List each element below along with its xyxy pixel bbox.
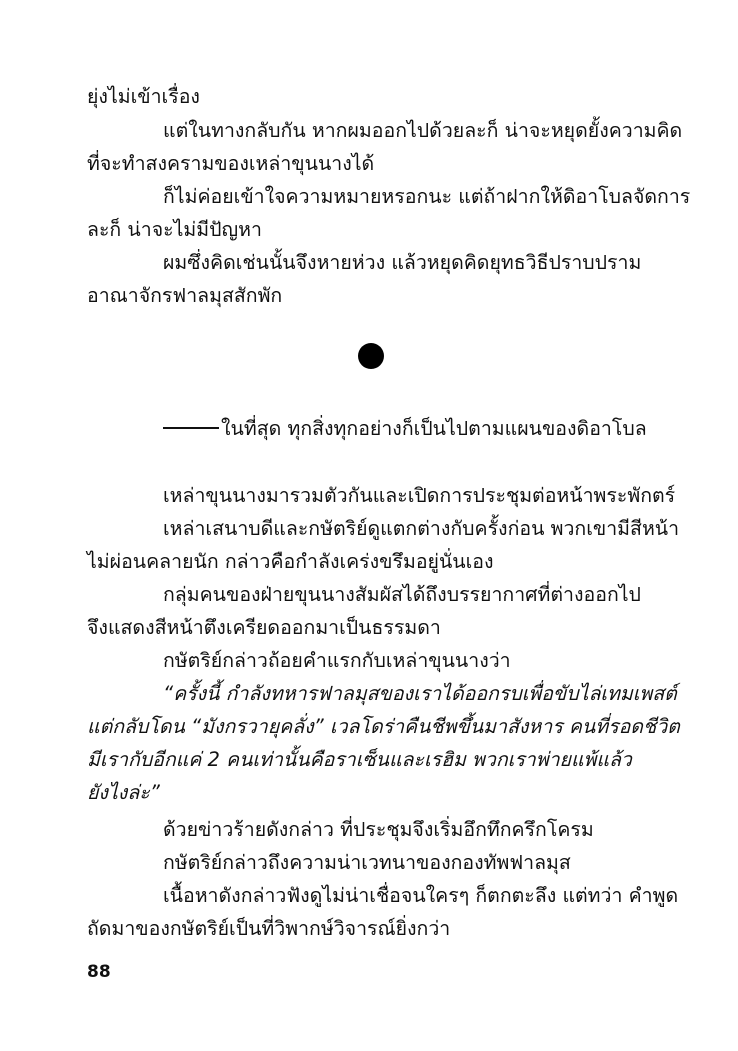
em-dash-rule [163, 427, 219, 429]
text-line: ก็ไม่ค่อยเข้าใจความหมายหรอกนะ แต่ถ้าฝากให้ดิอาโบลจัดการ [163, 185, 691, 208]
text-line: ผมซึ่งคิดเช่นนั้นจึงหายห่วง แล้วหยุดคิดยุทธวิธีปราบปราม [163, 251, 642, 274]
text-line: ไม่ผ่อนคลายนัก กล่าวคือกำลังเคร่งขรึมอยู่นั่นเอง [87, 550, 494, 573]
quote-line: แต่กลับโดน “มังกรวายุคลั่ง” เวลโดร่าคืนชีพขึ้นมาสังหาร คนที่รอดชีวิต [87, 715, 680, 738]
text-line: ยุ่งไม่เข้าเรื่อง [87, 85, 200, 108]
quote-line: “ครั้งนี้ กำลังทหารฟาลมุสของเราได้ออกรบเพื่อขับไล่เทมเพสต์ [163, 682, 677, 705]
text-line: เหล่าขุนนางมารวมตัวกันและเปิดการประชุมต่อหน้าพระพักตร์ [163, 484, 676, 507]
text-line: แต่ในทางกลับกัน หากผมออกไปด้วยละก็ น่าจะหยุดยั้งความคิด [163, 119, 683, 142]
text-line: ถัดมาของกษัตริย์เป็นที่วิพากษ์วิจารณ์ยิ่งกว่า [87, 917, 451, 940]
text-line: กลุ่มคนของฝ่ายขุนนางสัมผัสได้ถึงบรรยากาศที่ต่างออกไป [163, 583, 641, 606]
text-line: อาณาจักรฟาลมุสสักพัก [87, 284, 283, 307]
quote-line: ยังไงล่ะ” [87, 781, 160, 804]
text-line: กษัตริย์กล่าวถ้อยคำแรกกับเหล่าขุนนางว่า [163, 649, 511, 672]
text-line: จึงแสดงสีหน้าตึงเครียดออกมาเป็นธรรมดา [87, 616, 441, 639]
text-line: เหล่าเสนาบดีและกษัตริย์ดูแตกต่างกับครั้งก่อน พวกเขามีสีหน้า [163, 517, 680, 540]
text-line: ด้วยข่าวร้ายดังกล่าว ที่ประชุมจึงเริ่มอึกทึกครึกโครม [163, 818, 594, 841]
text-line: ละก็ น่าจะไม่มีปัญหา [87, 218, 262, 241]
section-heading-text: ในที่สุด ทุกสิ่งทุกอย่างก็เป็นไปตามแผนของดิอาโบล [221, 417, 647, 440]
text-line: กษัตริย์กล่าวถึงความน่าเวทนาของกองทัพฟาลมุส [163, 851, 571, 874]
section-divider-dot [358, 343, 384, 369]
section-heading [163, 412, 653, 445]
text-line: เนื้อหาดังกล่าวฟังดูไม่น่าเชื่อจนใครๆ ก็ตกตะลึง แต่ทว่า คำพูด [163, 884, 679, 907]
quote-line: มีเรากับอีกแค่ 2 คนเท่านั้นคือราเซ็นและเรฮิม พวกเราพ่ายแพ้แล้ว [87, 748, 632, 771]
page-number: 88 [87, 962, 111, 982]
text-line: ที่จะทำสงครามของเหล่าขุนนางได้ [87, 152, 375, 175]
